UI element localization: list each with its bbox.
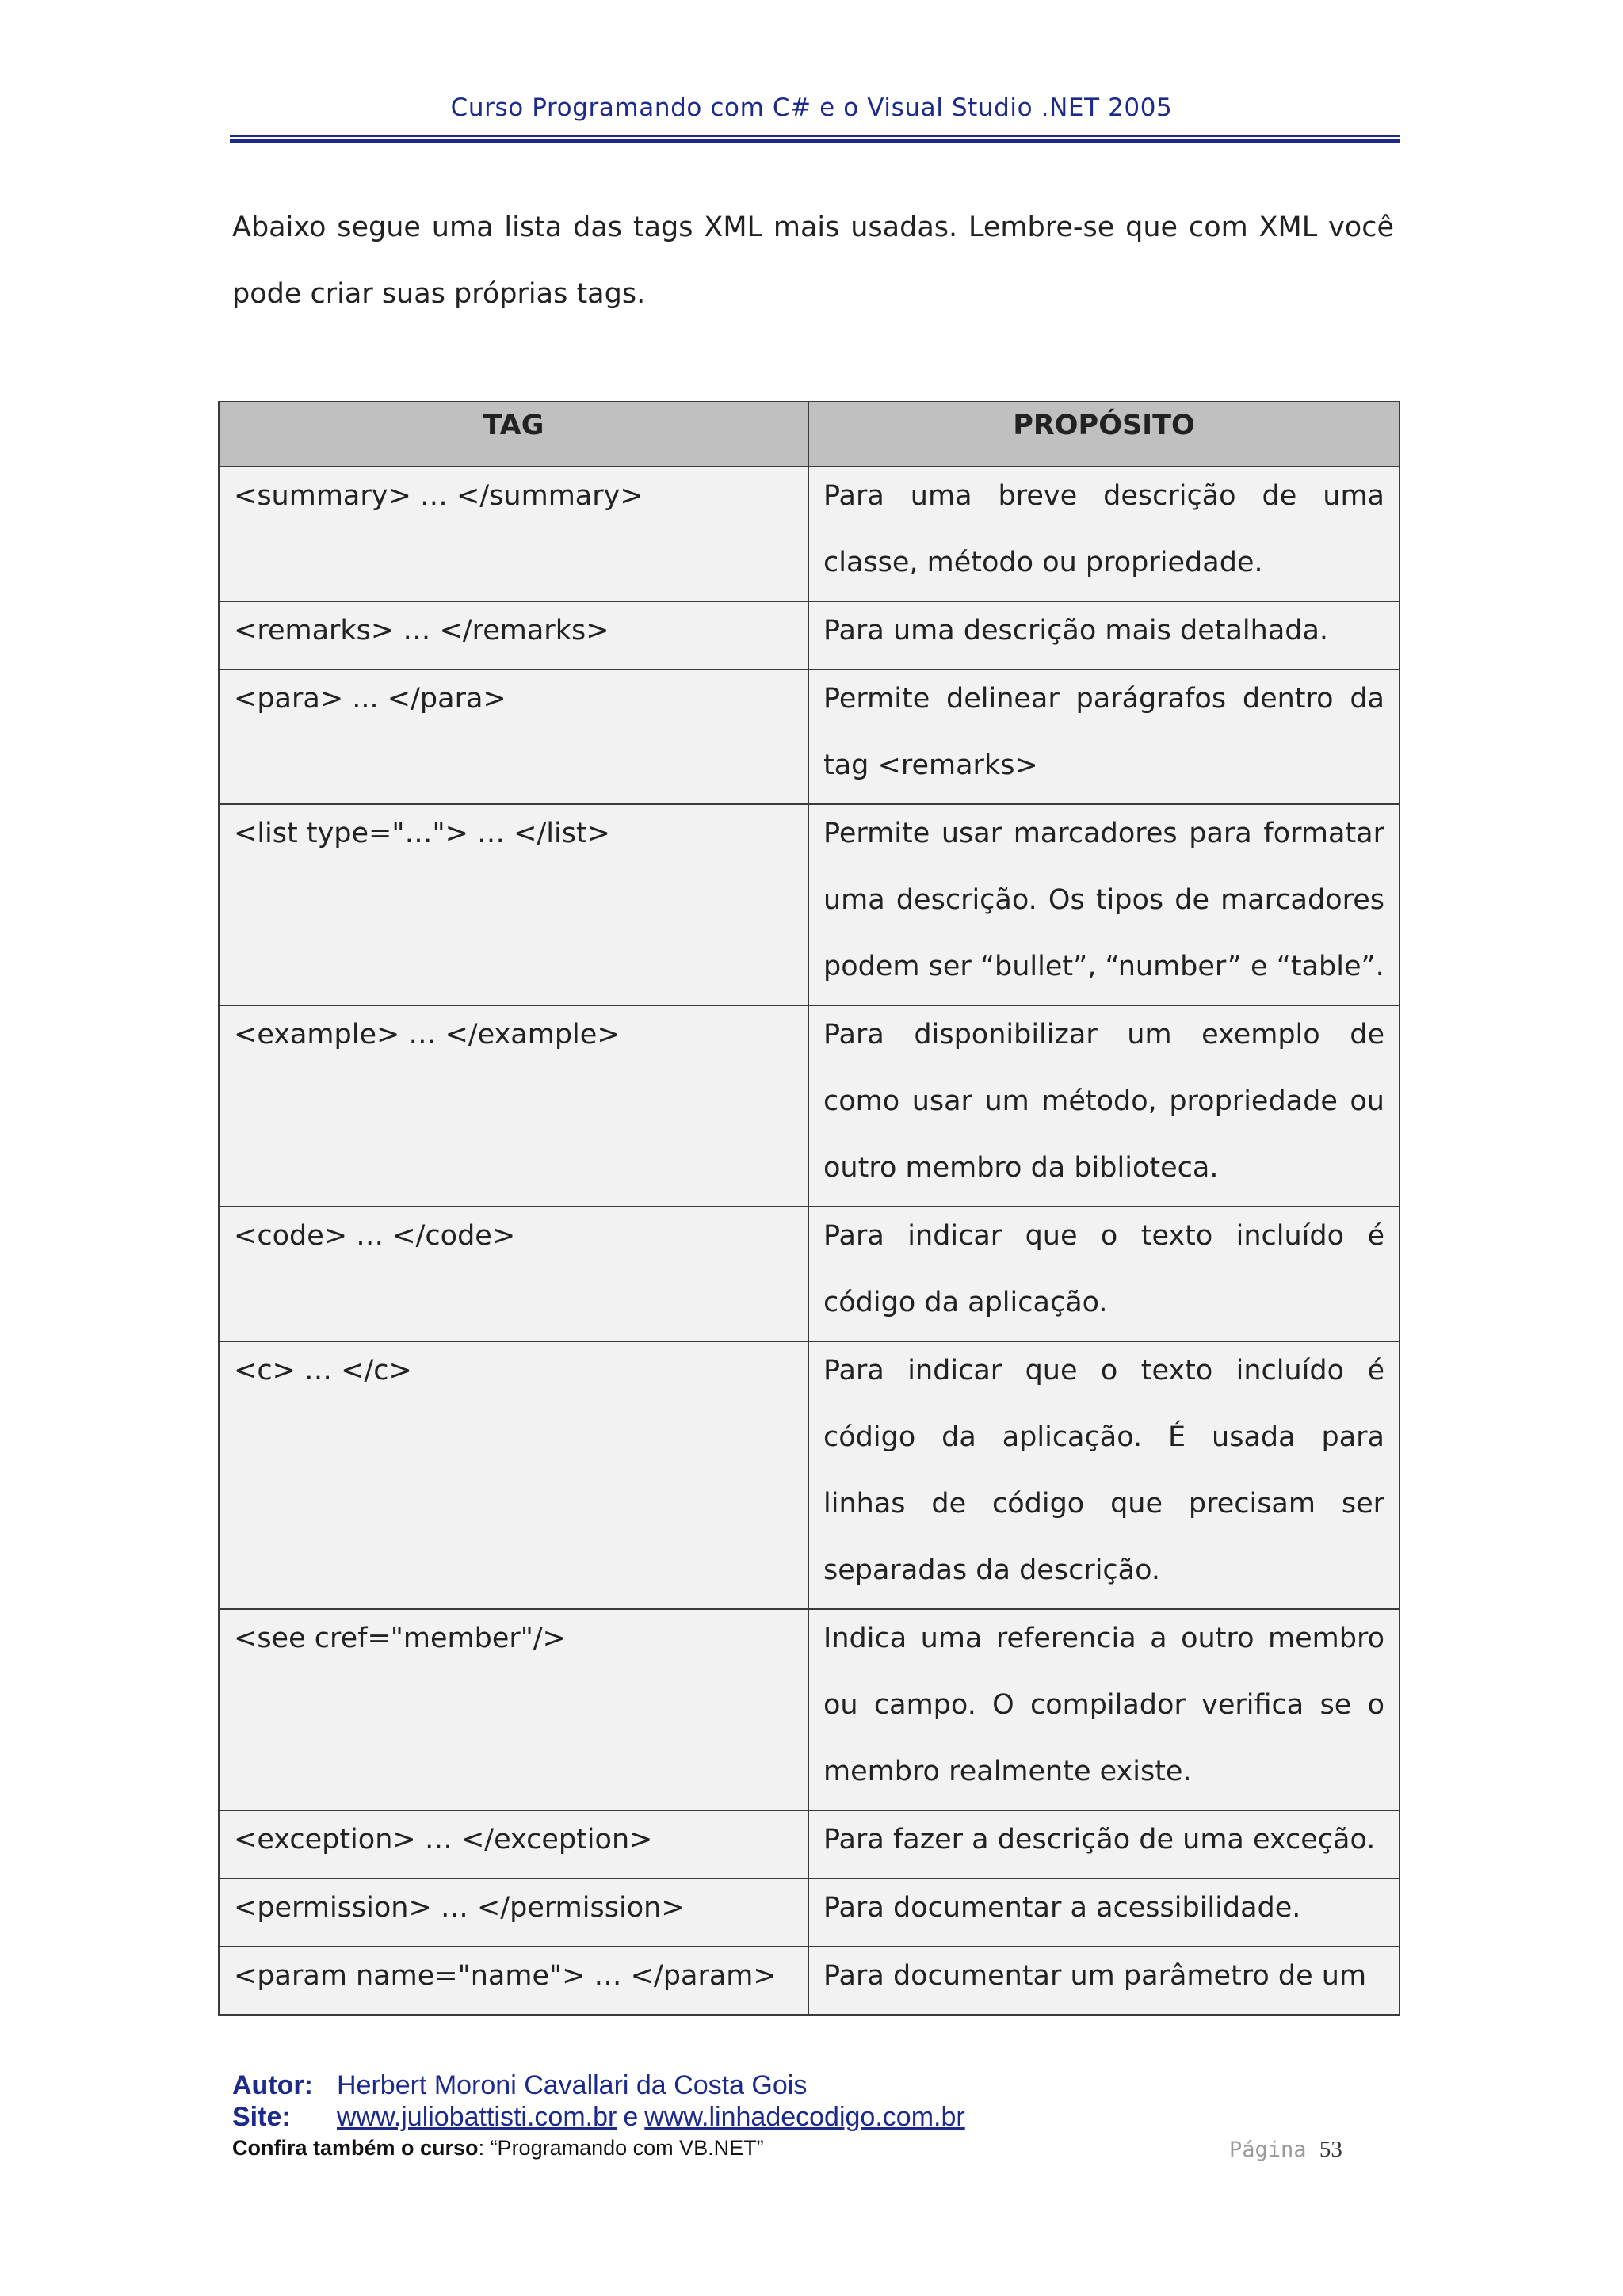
footer-author-line	[232, 2069, 1421, 2101]
tag-cell: <code> … </code>	[234, 1220, 516, 1252]
purpose-cell: Permite delinear parágrafos dentro da tag <remarks>	[823, 683, 1384, 781]
tag-cell: <remarks> … </remarks>	[234, 615, 609, 646]
table-header-row	[219, 402, 1400, 467]
purpose-cell: Para documentar a acessibilidade.	[823, 1892, 1301, 1924]
table-row	[219, 804, 1400, 1005]
tag-cell: <exception> … </exception>	[234, 1824, 653, 1855]
purpose-cell: Para disponibilizar um exemplo de como usar um método, propriedade ou outro membro da biblioteca.	[823, 1019, 1384, 1184]
page-number-value: 53	[1319, 2137, 1342, 2162]
tag-cell: <param name="name"> … </param>	[234, 1960, 777, 1992]
tag-cell: <see cref="member"/>	[234, 1623, 566, 1654]
tag-cell: <c> … </c>	[234, 1355, 412, 1386]
table-row	[219, 1810, 1400, 1878]
course-note-label: Confira também o curso	[232, 2136, 479, 2160]
header-double-rule	[230, 135, 1400, 143]
table-row	[219, 1947, 1400, 2015]
column-header-purpose: PROPÓSITO	[808, 402, 1400, 467]
purpose-cell: Para fazer a descrição de uma exceção.	[823, 1824, 1376, 1855]
table-row	[219, 1207, 1400, 1341]
author-name: Herbert Moroni Cavallari da Costa Gois	[337, 2070, 808, 2100]
tag-cell: <permission> … </permission>	[234, 1892, 685, 1924]
tag-cell: <summary> … </summary>	[234, 480, 643, 512]
footer-site-line	[232, 2101, 1421, 2133]
table-row	[219, 1878, 1400, 1947]
purpose-cell: Indica uma referencia a outro membro ou campo. O compilador verifica se o membro realmente existe.	[823, 1623, 1384, 1787]
purpose-cell: Permite usar marcadores para formatar uma descrição. Os tipos de marcadores podem ser “bullet”, “number” e “table”.	[823, 818, 1384, 982]
page-header-title: Curso Programando com C# e o Visual Studio .NET 2005	[450, 93, 1173, 122]
table-row	[219, 669, 1400, 804]
purpose-cell: Para indicar que o texto incluído é código da aplicação. É usada para linhas de código que precisam ser separadas da descrição.	[823, 1355, 1384, 1586]
site-link-linhadecodigo[interactable]: www.linhadecodigo.com.br	[644, 2102, 965, 2132]
purpose-cell: Para uma breve descrição de uma classe, método ou propriedade.	[823, 480, 1384, 578]
table-row	[219, 1005, 1400, 1207]
intro-line-2: pode criar suas próprias tags.	[232, 278, 646, 310]
site-link-juliobattisti[interactable]: www.juliobattisti.com.br	[337, 2102, 617, 2132]
xml-tags-table	[218, 401, 1400, 2016]
tag-cell: <para> ... </para>	[234, 683, 506, 715]
tag-cell: <list type="…"> … </list>	[234, 818, 610, 849]
site-separator: e	[623, 2102, 639, 2132]
table-row	[219, 1609, 1400, 1810]
page-label: Página	[1229, 2138, 1307, 2162]
intro-line-1: Abaixo segue uma lista das tags XML mais usadas. Lembre-se que com XML você	[232, 212, 1394, 243]
purpose-cell: Para indicar que o texto incluído é código da aplicação.	[823, 1220, 1384, 1318]
tag-cell: <example> … </example>	[234, 1019, 621, 1051]
table-row	[219, 467, 1400, 601]
course-note-title: : “Programando com VB.NET”	[478, 2136, 764, 2160]
table-row	[219, 1341, 1400, 1609]
table-row	[219, 601, 1400, 669]
author-label: Autor:	[232, 2070, 313, 2100]
column-header-tag: TAG	[219, 402, 808, 467]
site-label: Site:	[232, 2102, 291, 2132]
purpose-cell: Para documentar um parâmetro de um	[823, 1960, 1367, 1992]
purpose-cell: Para uma descrição mais detalhada.	[823, 615, 1329, 646]
intro-paragraph	[232, 194, 1394, 327]
page-number	[1229, 2137, 1342, 2163]
